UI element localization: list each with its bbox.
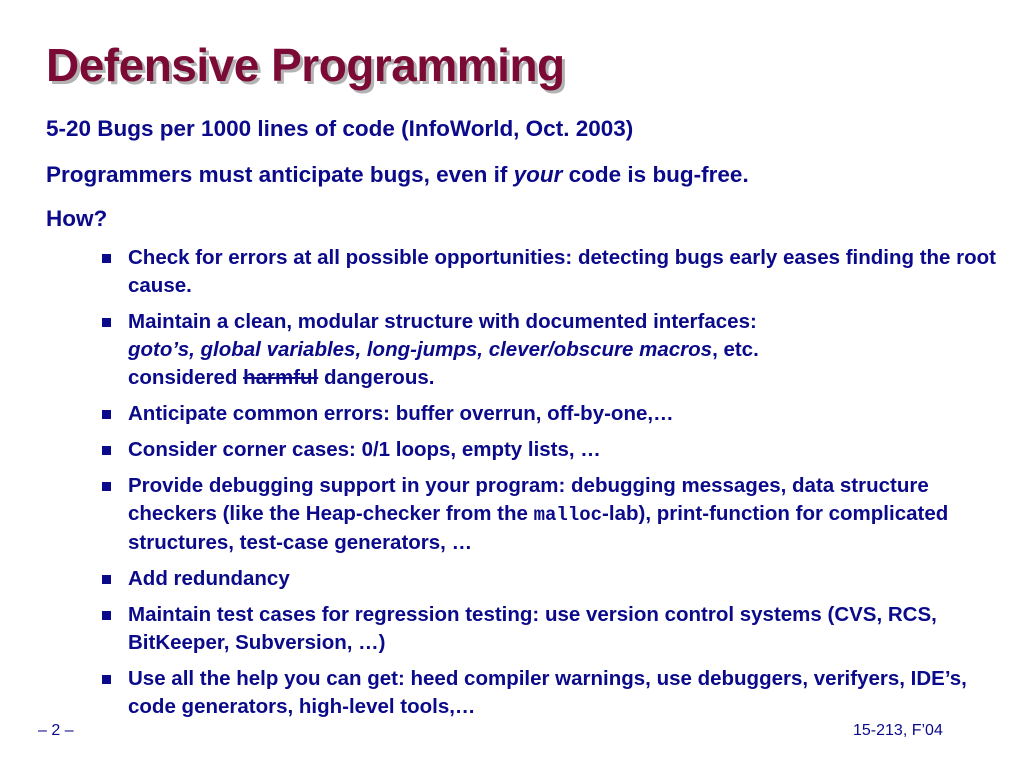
course-label: 15-213, F’04 xyxy=(853,722,943,739)
point-anticipate-bugs-emphasis: your xyxy=(513,162,563,187)
bullet-clean-structure-italic-list: goto’s, global variables, long-jumps, clever/obscure macros xyxy=(128,338,713,361)
bullet-clean-structure-etc: , etc. xyxy=(712,338,759,361)
point-anticipate-bugs-text-after: code is bug-free. xyxy=(562,162,749,187)
bullet-test-cases-text: Maintain test cases for regression testing: use version control systems (CVS, RCS, BitKeeper, Subversion, …) xyxy=(128,603,937,654)
bullet-square-icon xyxy=(102,410,111,419)
bullet-debugging-support-after: -lab), print-function for complicated structures, test-case generators, … xyxy=(128,502,949,554)
bullet-clean-structure-line1: Maintain a clean, modular structure with documented interfaces: xyxy=(128,310,757,333)
bullet-use-help-text: Use all the help you can get: heed compiler warnings, use debuggers, verifyers, IDE’s, code generators, high-level tools,… xyxy=(128,667,967,718)
bullet-corner-cases xyxy=(102,436,1002,464)
bullet-use-help xyxy=(102,665,1002,721)
bullet-list xyxy=(102,244,1002,729)
bullet-square-icon xyxy=(102,611,111,620)
point-bug-rate: 5-20 Bugs per 1000 lines of code (InfoWorld, Oct. 2003) xyxy=(46,116,634,141)
bullet-clean-structure-struck-word: harmful xyxy=(243,366,319,389)
slide-title: Defensive Programming xyxy=(46,39,565,91)
bullet-debugging-support-code: malloc xyxy=(533,504,603,526)
bullet-debugging-support xyxy=(102,472,1002,557)
bullet-square-icon xyxy=(102,575,111,584)
bullet-clean-structure-final: dangerous. xyxy=(318,366,435,389)
point-anticipate-bugs-text-before: Programmers must anticipate bugs, even if xyxy=(46,162,514,187)
bullet-square-icon xyxy=(102,318,111,327)
bullet-test-cases xyxy=(102,601,1002,657)
point-anticipate-bugs xyxy=(46,162,749,188)
bullet-check-errors-text: Check for errors at all possible opportunities: detecting bugs early eases finding the root cause. xyxy=(128,246,996,297)
bullet-check-errors xyxy=(102,244,1002,300)
page-number: – 2 – xyxy=(38,722,74,739)
bullet-common-errors-text: Anticipate common errors: buffer overrun, off-by-one,… xyxy=(128,402,674,425)
bullet-corner-cases-text: Consider corner cases: 0/1 loops, empty lists, … xyxy=(128,438,601,461)
bullet-square-icon xyxy=(102,254,111,263)
bullet-clean-structure-considered: considered xyxy=(128,366,244,389)
bullet-clean-structure xyxy=(102,308,1002,392)
bullet-square-icon xyxy=(102,675,111,684)
bullet-square-icon xyxy=(102,482,111,491)
bullet-square-icon xyxy=(102,446,111,455)
bullet-common-errors xyxy=(102,400,1002,428)
bullet-debugging-support-before: Provide debugging support in your program: debugging messages, data structure checkers (like the Heap-checker from the xyxy=(128,474,929,525)
bullet-redundancy xyxy=(102,565,1002,593)
bullet-redundancy-text: Add redundancy xyxy=(128,567,290,590)
point-how: How? xyxy=(46,206,108,231)
